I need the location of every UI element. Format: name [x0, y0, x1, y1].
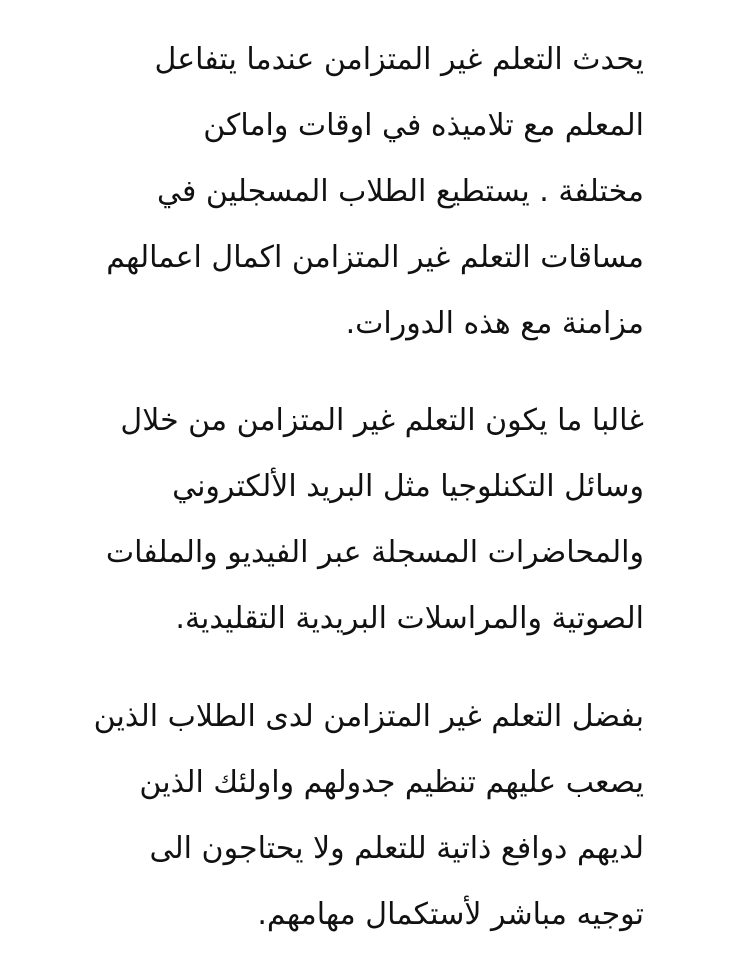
paragraph-line: يحدث التعلم غير المتزامن عندما يتفاعل — [154, 42, 644, 77]
paragraph-line: لديهم دوافع ذاتية للتعلم ولا يحتاجون الى — [149, 831, 644, 866]
paragraph-line: مزامنة مع هذه الدورات. — [345, 306, 644, 341]
paragraph-line: مساقات التعلم غير المتزامن اكمال اعمالهم — [106, 240, 644, 275]
paragraph-line: يصعب عليهم تنظيم جدولهم واولئك الذين — [139, 765, 644, 800]
paragraph-line: غالبا ما يكون التعلم غير المتزامن من خلال — [120, 403, 644, 438]
paragraph-line: مختلفة . يستطيع الطلاب المسجلين في — [156, 174, 644, 209]
paragraph-line: والمحاضرات المسجلة عبر الفيديو والملفات — [105, 535, 644, 570]
paragraph-line: وسائل التكنلوجيا مثل البريد الألكتروني — [172, 469, 644, 504]
paragraph-line: توجيه مباشر لأستكمال مهامهم. — [257, 897, 644, 932]
paragraph-line: المعلم مع تلاميذه في اوقات واماكن — [203, 108, 644, 143]
paragraph-line: الصوتية والمراسلات البريدية التقليدية. — [175, 601, 644, 636]
paragraph-line: بفضل التعلم غير المتزامن لدى الطلاب الذين — [93, 699, 644, 734]
